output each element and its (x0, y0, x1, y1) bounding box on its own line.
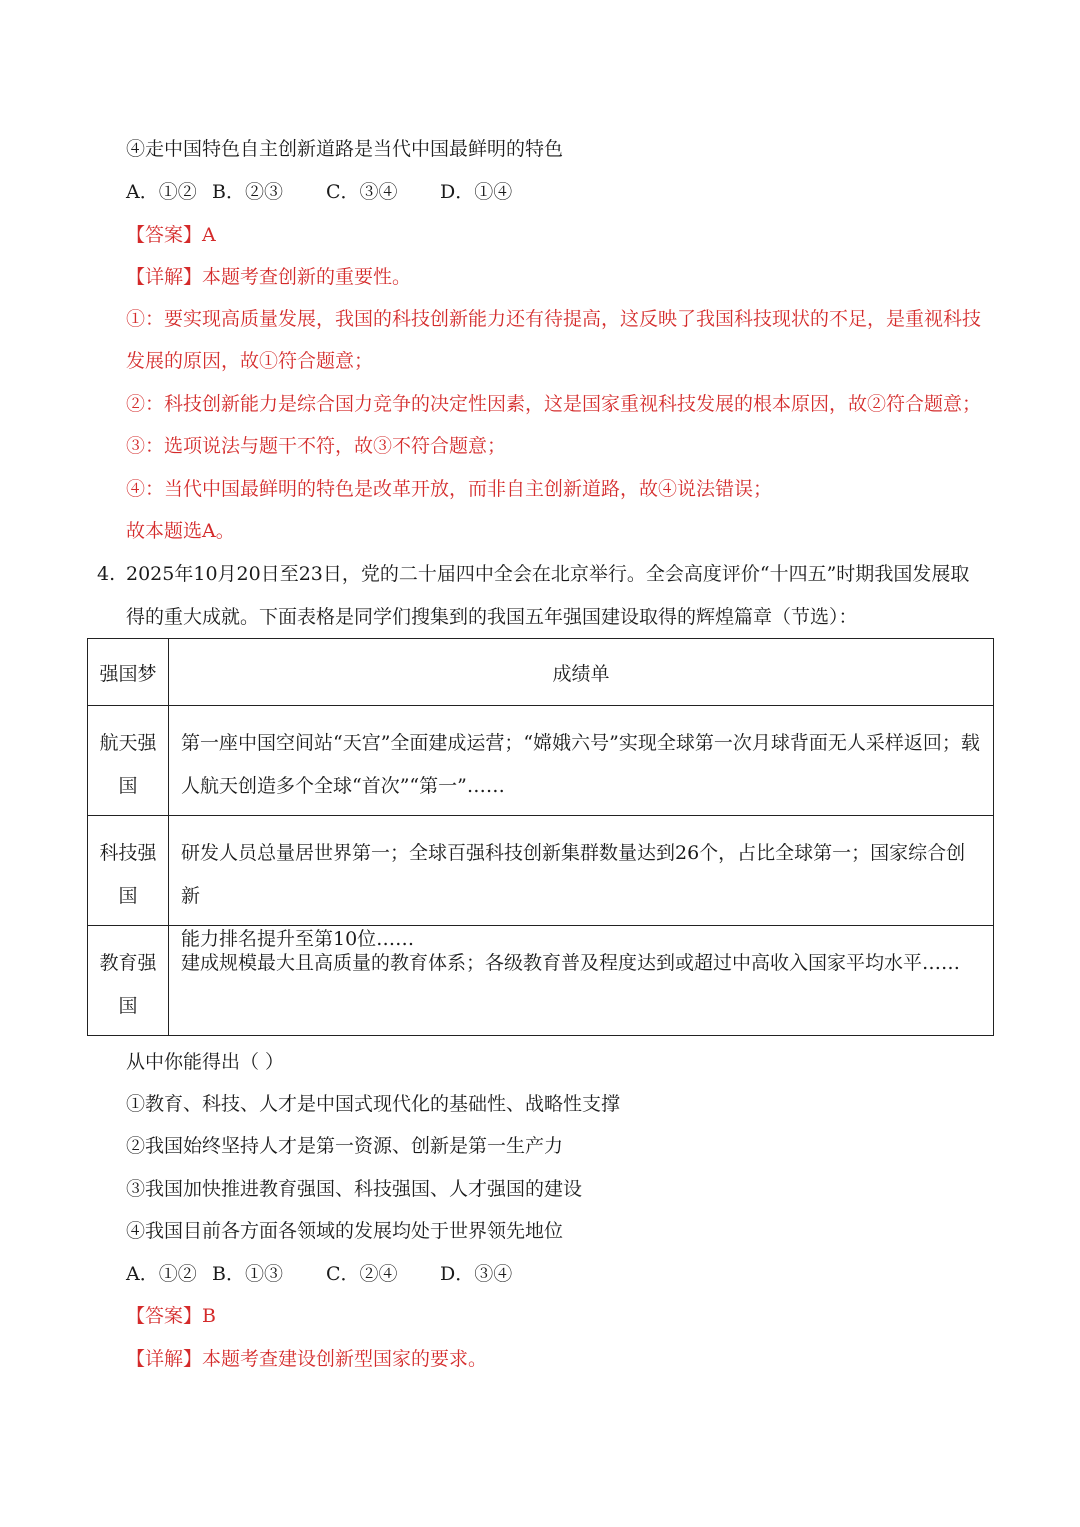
q3-option-a: A．①② (126, 181, 197, 203)
q4-option-a: A．①② (126, 1263, 197, 1285)
row-text-line: 建成规模最大且高质量的教育体系；各级教育普及程度达到或超过中高收入国家平均水平…… (181, 952, 961, 974)
q4-option-c: C．②④ (326, 1263, 398, 1285)
q3-option-b: B．②③ (212, 181, 283, 203)
table-header-row (88, 639, 994, 706)
q3-item-4: ④走中国特色自主创新道路是当代中国最鲜明的特色 (126, 138, 564, 160)
table-row-text (169, 816, 994, 950)
q3-detail: 【详解】本题考查创新的重要性。 (126, 266, 412, 288)
table-row-text (169, 926, 994, 1036)
table-row (88, 706, 994, 816)
q3-explain-line: ④：当代中国最鲜明的特色是改革开放，而非自主创新道路，故④说法错误； (126, 478, 773, 500)
row-name-line: 国 (118, 885, 138, 907)
q3-explain-line: 发展的原因，故①符合题意； (126, 350, 374, 372)
q3-option-d: D．①④ (440, 181, 513, 203)
q4-item-1: ①教育、科技、人才是中国式现代化的基础性、战略性支撑 (126, 1093, 621, 1115)
achievement-table (87, 638, 994, 1036)
q3-options (126, 179, 626, 205)
row-name-line: 国 (118, 775, 138, 797)
row-text-line: 第一座中国空间站“天宫”全面建成运营；“嫦娥六号”实现全球第一次月球背面无人采样返回；载 (181, 732, 980, 754)
table-row-name (88, 816, 169, 926)
table-row-name (88, 926, 169, 1036)
q4-stem-line: 2025年10月20日至23日，党的二十届四中全会在北京举行。全会高度评价“十四五”时期我国发展取 (126, 563, 970, 585)
table-header-cell: 成绩单 (169, 639, 994, 706)
q4-item-4: ④我国目前各方面各领域的发展均处于世界领先地位 (126, 1220, 564, 1242)
q4-stem-line: 得的重大成就。下面表格是同学们搜集到的我国五年强国建设取得的辉煌篇章（节选）： (126, 606, 858, 628)
q3-answer: 【答案】A (126, 224, 216, 246)
row-name-line: 航天强 (99, 732, 157, 754)
table-row (88, 816, 994, 926)
row-name-line: 教育强 (99, 952, 157, 974)
table-row (88, 926, 994, 1036)
q4-option-b: B．①③ (212, 1263, 283, 1285)
q3-conclusion: 故本题选A。 (126, 520, 235, 542)
q3-explain-line: ②：科技创新能力是综合国力竞争的决定性因素，这是国家重视科技发展的根本原因，故②符合题意； (126, 393, 982, 415)
table-header-cell: 强国梦 (88, 639, 169, 706)
q3-explain-line: ③：选项说法与题干不符，故③不符合题意； (126, 435, 507, 457)
q4-prompt: 从中你能得出（ ） (126, 1051, 285, 1073)
row-name-line: 科技强 (99, 842, 157, 864)
q4-item-3: ③我国加快推进教育强国、科技强国、人才强国的建设 (126, 1178, 583, 1200)
q4-option-d: D．③④ (440, 1263, 513, 1285)
q4-number: 4. (97, 563, 116, 585)
row-text-line: 研发人员总量居世界第一；全球百强科技创新集群数量达到26个，占比全球第一；国家综合创新 (181, 842, 966, 907)
row-name-line: 国 (118, 995, 138, 1017)
q4-answer: 【答案】B (126, 1305, 216, 1327)
q3-option-c: C．③④ (326, 181, 398, 203)
row-text-line: 能力排名提升至第10位…… (181, 928, 415, 950)
table-row-text (169, 706, 994, 816)
q4-item-2: ②我国始终坚持人才是第一资源、创新是第一生产力 (126, 1135, 564, 1157)
q4-detail: 【详解】本题考查建设创新型国家的要求。 (126, 1348, 488, 1370)
row-text-line: 人航天创造多个全球“首次”“第一”…… (181, 775, 505, 797)
table-row-name (88, 706, 169, 816)
q4-options (126, 1261, 626, 1287)
q3-explain-line: ①：要实现高质量发展，我国的科技创新能力还有待提高，这反映了我国科技现状的不足，是重视科技 (126, 308, 982, 330)
